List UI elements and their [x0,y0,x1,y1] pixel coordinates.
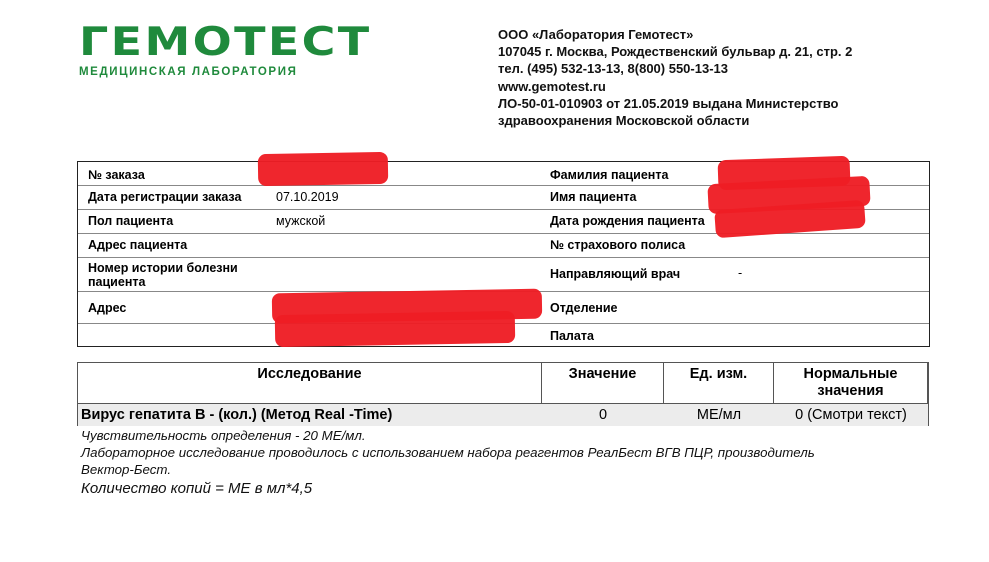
doctor-label: Направляющий врач [550,267,681,281]
test-normal: 0 (Смотри текст) [795,407,907,423]
sex-value: мужской [276,214,326,228]
col-header-study: Исследование [78,363,542,403]
reg-date-value: 07.10.2019 [276,190,339,204]
lab-website: www.gemotest.ru [498,78,606,94]
logo-subtitle: МЕДИЦИНСКАЯ ЛАБОРАТОРИЯ [79,66,298,78]
note-copies: Количество копий = МЕ в мл*4,5 [81,480,313,497]
logo-name: ГЕМОТЕСТ [79,20,372,65]
table-row [78,403,928,426]
test-unit: МЕ/мл [696,407,742,423]
note-manufacturer: Вектор-Бест. [81,462,172,477]
lab-address: 107045 г. Москва, Рождественский бульвар д. 21, стр. 2 [498,44,853,60]
redaction-mark [258,152,389,186]
lab-info [498,26,928,129]
lab-logo [79,20,379,78]
address-label: Адрес [88,301,127,315]
doctor-value: - [738,266,743,280]
patient-row [78,257,929,292]
policy-label: № страхового полиса [550,238,686,252]
col-header-unit: Ед. изм. [664,363,774,403]
order-label: № заказа [88,168,145,182]
note-method: Лабораторное исследование проводилось с использованием набора реагентов РеалБест ВГВ ПЦР, производитель [81,445,815,460]
col-header-value: Значение [542,363,664,403]
patient-row [78,233,929,258]
patient-address-label: Адрес пациента [88,238,188,252]
birth-date-label: Дата рождения пациента [550,214,705,228]
test-value: 0 [598,407,608,423]
tests-table [77,362,929,426]
redaction-mark [275,311,516,347]
lab-name: ООО «Лаборатория Гемотест» [498,27,694,42]
test-notes [81,427,815,497]
lab-license-issuer: здравоохранения Московской области [498,113,750,129]
test-name: Вирус гепатита B - (кол.) (Метод Real -Time) [81,407,393,423]
surname-label: Фамилия пациента [550,168,669,182]
lab-license: ЛО-50-01-010903 от 21.05.2019 выдана Министерство [498,95,839,111]
history-label: Номер истории болезни пациента [88,261,238,289]
name-label: Имя пациента [550,190,637,204]
lab-phone: тел. (495) 532-13-13, 8(800) 550-13-13 [498,61,728,77]
ward-label: Палата [550,329,594,343]
note-sensitivity: Чувствительность определения - 20 МЕ/мл. [81,428,366,443]
sex-label: Пол пациента [88,214,174,228]
department-label: Отделение [550,301,618,315]
col-header-normal: Нормальные значения [774,363,928,403]
reg-date-label: Дата регистрации заказа [88,190,242,204]
